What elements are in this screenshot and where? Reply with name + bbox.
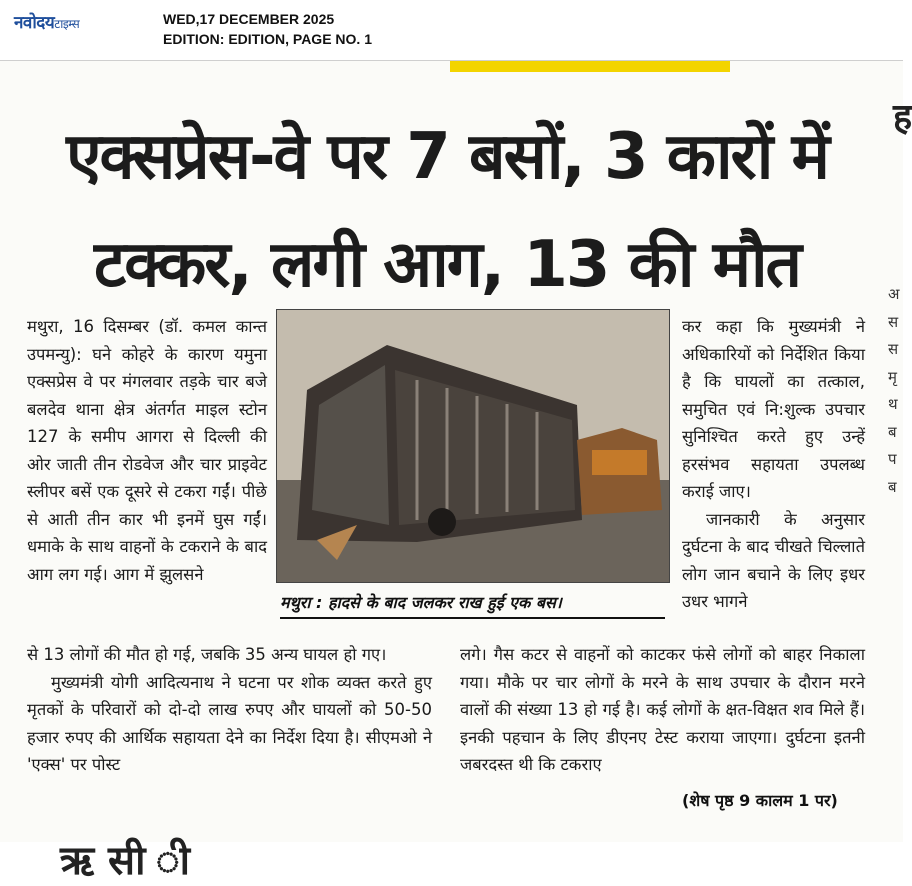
edition-info xyxy=(163,9,372,49)
column-1-wide-para-1: से 13 लोगों की मौत हो गई, जबकि 35 अन्य घायल हो गए। xyxy=(27,645,387,664)
logo-sub: टाइम्स xyxy=(54,17,80,31)
cut-bottom-headline: ऋ सी ी xyxy=(60,838,190,884)
date-line: WED,17 DECEMBER 2025 xyxy=(163,11,335,27)
news-photo xyxy=(276,309,670,583)
edition-line: EDITION: EDITION, PAGE NO. 1 xyxy=(163,31,372,47)
logo-main: नवोदय xyxy=(14,13,55,33)
article-headline xyxy=(22,103,872,319)
continued-note: (शेष पृष्ठ 9 कालम 1 पर) xyxy=(682,791,838,810)
article-column-3 xyxy=(682,313,865,616)
headline-line-1: एक्सप्रेस-वे पर 7 बसों, 3 कारों में xyxy=(66,120,828,194)
photo-caption: मथुरा : हादसे के बाद जलकर राख हुई एक बस। xyxy=(280,591,665,619)
cut-edge-column: अ स स मृ थ ब प ब xyxy=(888,285,900,496)
article-column-1: मथुरा, 16 दिसम्बर (डॉ. कमल कान्त उपमन्यु): घने कोहरे के कारण यमुना एक्सप्रेस वे पर मंगलवार तड़के चार बजे बलदेव थाना क्षेत्र अंतर्गत माइल स्टोन 127 के समीप आगरा से दिल्ली की ओर जाती तीन रोडवेज और चार प्राइवेट स्लीपर बसें एक दूसरे से टकरा गईं। पीछे से आती तीन कार भी इनमें घुस गईं। धमाके के साथ वाहनों के टकराने के बाद आग लग गई। आग में झुलसने xyxy=(27,317,267,584)
cut-header-strip xyxy=(240,61,730,72)
newspaper-logo[interactable] xyxy=(14,10,79,33)
column-1-wide-para-2: मुख्यमंत्री योगी आदित्यनाथ ने घटना पर शोक व्यक्त करते हुए मृतकों के परिवारों को दो-दो लाख रुपए और घायलों को 50-50 हजार रुपए की आर्थिक सहायता देने का निर्देश दिया है। सीएमओ ने 'एक्स' पर पोस्ट xyxy=(27,672,432,774)
headline-line-2: टक्कर, लगी आग, 13 की मौत xyxy=(93,228,801,302)
cut-edge-text: ह xyxy=(893,97,912,138)
article-column-1-wide xyxy=(27,641,432,779)
column-3-para-1: कर कहा कि मुख्यमंत्री ने अधिकारियों को निर्देशित किया है कि घायलों का तत्काल, समुचित एवं नि:शुल्क उपचार सुनिश्चित करते हुए उन्हें हरसंभव सहायता उपलब्ध कराई जाए। xyxy=(682,317,865,501)
newspaper-page[interactable] xyxy=(0,61,912,884)
column-3-para-2: जानकारी के अनुसार दुर्घटना के बाद चीखते चिल्लाते लोग जान बचाने के लिए इधर उधर भागने xyxy=(682,509,865,611)
top-bar xyxy=(0,0,903,61)
burnt-bus-image xyxy=(277,310,669,582)
article-column-3-wide: लगे। गैस कटर से वाहनों को काटकर फंसे लोगों को बाहर निकाला गया। मौके पर चार लोगों के मरने के साथ उपचार के दौरान मरने वालों की संख्या 13 हो गई है। कई लोगों के क्षत-विक्षत शव मिले हैं। इनकी पहचान के लिए डीएनए टेस्ट कराया जाएगा। दुर्घटना इतनी जबरदस्त थी कि टकराए xyxy=(460,645,865,774)
